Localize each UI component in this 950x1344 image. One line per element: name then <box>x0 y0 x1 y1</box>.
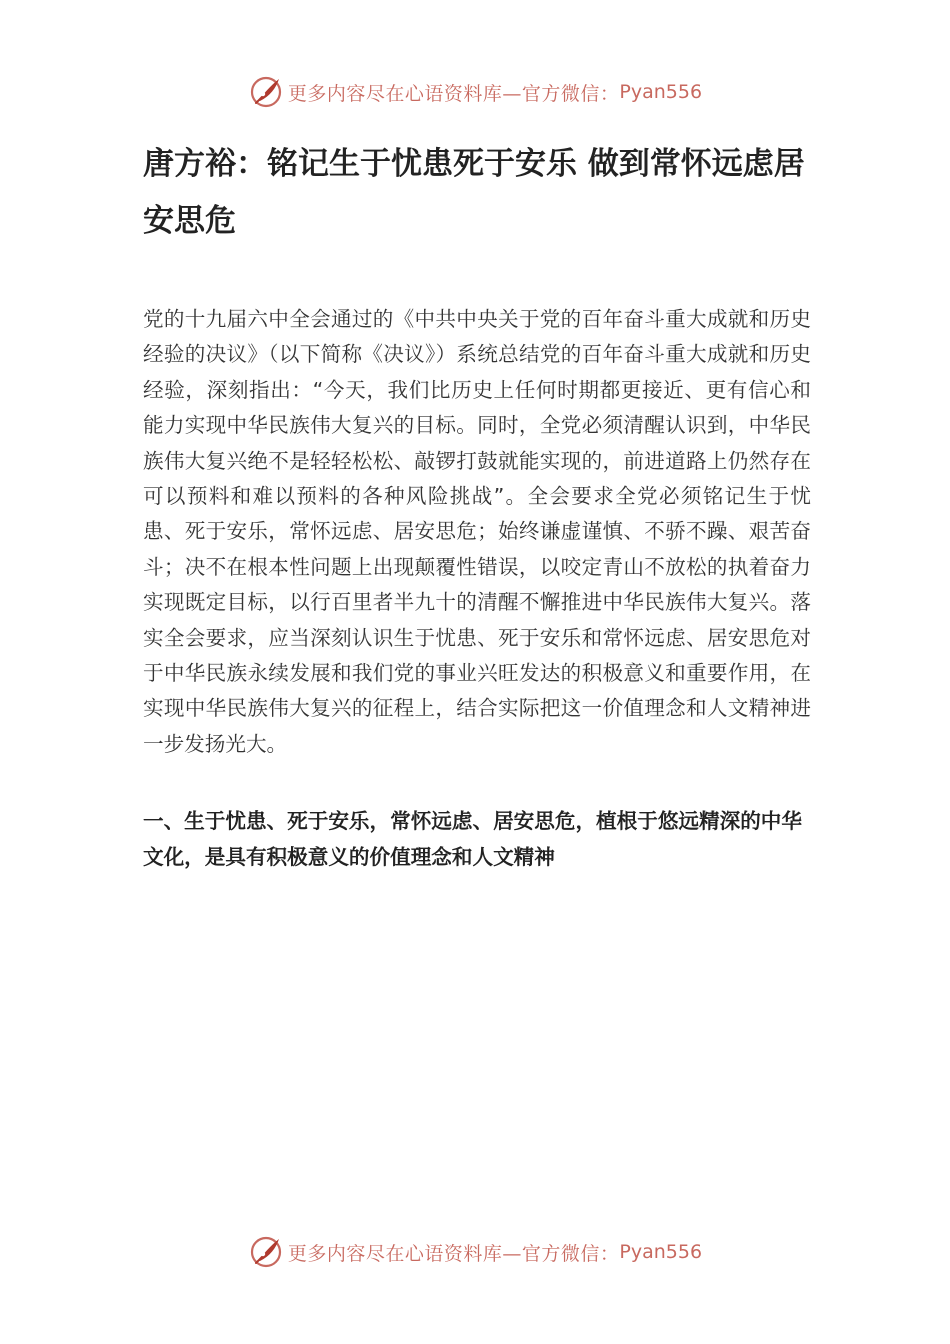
footer-banner-text: 更多内容尽在心语资料库—官方微信： <box>287 1242 620 1265</box>
section-heading: 一、生于忧患、死于安乐，常怀远虑、居安思危，植根于悠远精深的中华文化，是具有积极意义的价值理念和人文精神 <box>143 809 802 869</box>
footer-banner-contact: Pyan556 <box>619 1241 703 1263</box>
quill-pen-logo-icon <box>248 74 284 110</box>
article-title: 唐方裕：铭记生于忧患死于安乐 做到常怀远虑居安思危 <box>143 146 805 239</box>
header-banner-contact: Pyan556 <box>619 81 703 103</box>
footer-banner <box>0 1232 950 1272</box>
quill-pen-logo-icon <box>248 1234 284 1270</box>
header-banner-text: 更多内容尽在心语资料库—官方微信： <box>287 82 620 105</box>
article-body: 党的十九届六中全会通过的《中共中央关于党的百年奋斗重大成就和历史经验的决议》（以下简称《决议》）系统总结党的百年奋斗重大成就和历史经验，深刻指出：“今天，我们比历史上任何时期都更接近、更有信心和能力实现中华民族伟大复兴的目标。同时，全党必须清醒认识到，中华民族伟大复兴绝不是轻轻松松、敲锣打鼓就能实现的，前进道路上仍然存在可以预料和难以预料的各种风险挑战”。全会要求全党必须铭记生于忧患、死于安乐，常怀远虑、居安思危；始终谦虚谨慎、不骄不躁、艰苦奋斗；决不在根本性问题上出现颠覆性错误，以咬定青山不放松的执着奋力实现既定目标，以行百里者半九十的清醒不懈推进中华民族伟大复兴。落实全会要求，应当深刻认识生于忧患、死于安乐和常怀远虑、居安思危对于中华民族永续发展和我们党的事业兴旺发达的积极意义和重要作用，在实现中华民族伟大复兴的征程上，结合实际把这一价值理念和人文精神进一步发扬光大。 <box>143 307 811 756</box>
header-banner <box>0 72 950 112</box>
